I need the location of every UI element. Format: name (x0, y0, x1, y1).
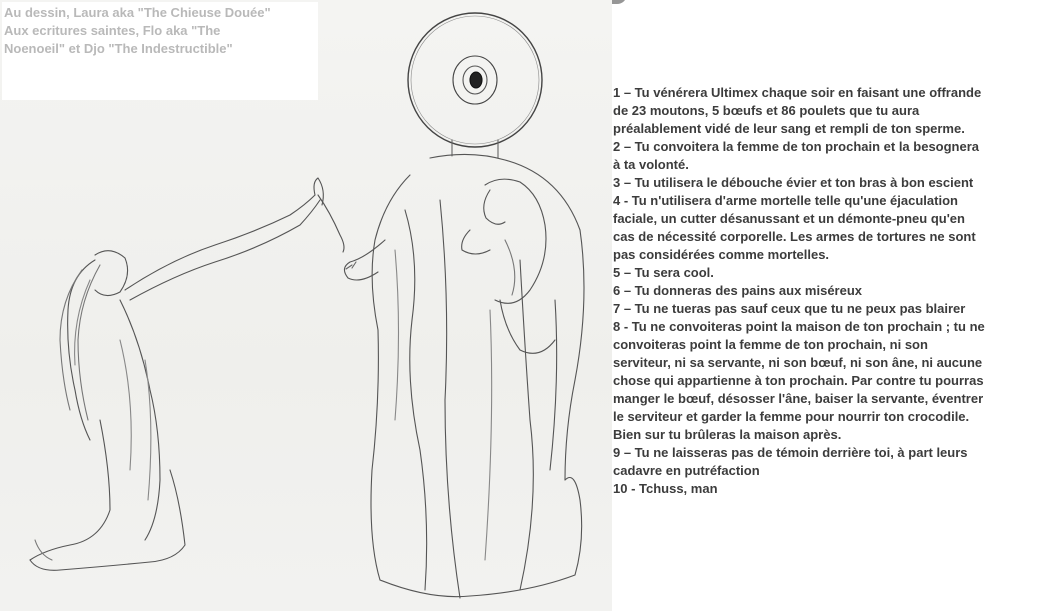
commandment-line: cadavre en putréfaction (613, 463, 760, 478)
commandment-line: serviteur, ni sa servante, ni son bœuf, ni son âne, ni aucune (613, 355, 983, 370)
commandment-line: le serviteur et garder la femme pour nourrir ton crocodile. (613, 409, 970, 424)
commandment-line: 9 – Tu ne laisseras pas de témoin derrière toi, à part leurs (613, 445, 968, 460)
commandment-line: chose qui appartienne à ton prochain. Par contre tu pourras (613, 373, 984, 388)
commandment-line: 5 – Tu sera cool. (613, 265, 714, 280)
child-figure (462, 179, 555, 353)
robed-figure (344, 154, 584, 598)
commandment-line: cas de nécessité corporelle. Les armes de tortures ne sont (613, 229, 976, 244)
credit-line: Au dessin, Laura aka "The Chieuse Douée" (4, 5, 271, 20)
commandment-line: 2 – Tu convoitera la femme de ton prochain et la besognera (613, 139, 980, 154)
commandment-line: 8 - Tu ne convoiteras point la maison de ton prochain ; tu ne (613, 319, 985, 334)
commandment-line: 7 – Tu ne tueras pas sauf ceux que tu ne peux pas blairer (613, 301, 966, 316)
credit-line: Noenoeil" et Djo "The Indestructible" (4, 41, 233, 56)
commandment-line: pas considérées comme mortelles. (613, 247, 830, 262)
commandment-line: 10 - Tchuss, man (613, 481, 718, 496)
commandment-line: 3 – Tu utilisera le débouche évier et ton bras à bon escient (613, 175, 974, 190)
commandment-line: préalablement vidé de leur sang et rempli de ton sperme. (613, 121, 965, 136)
commandment-line: convoiteras point la femme de ton prochain, ni son (613, 337, 928, 352)
commandment-line: manger le bœuf, désosser l'âne, baiser la servante, éventrer (613, 391, 984, 406)
commandment-line: 4 - Tu n'utilisera d'arme mortelle telle qu'une éjaculation (613, 193, 958, 208)
commandment-line: 1 – Tu vénérera Ultimex chaque soir en faisant une offrande (613, 85, 982, 100)
credits-box (2, 2, 318, 100)
commandment-line: à ta volonté. (613, 157, 689, 172)
commandment-line: 6 – Tu donneras des pains aux miséreux (613, 283, 863, 298)
credit-line: Aux ecritures saintes, Flo aka "The (4, 23, 221, 38)
commandment-line: de 23 moutons, 5 bœufs et 86 poulets que tu aura (613, 103, 920, 118)
commandment-line: Bien sur tu brûleras la maison après. (613, 427, 842, 442)
eye-head-figure (408, 13, 542, 158)
commandments-list (613, 84, 1047, 498)
kneeling-woman-figure (30, 178, 344, 570)
commandment-line: faciale, un cutter désanussant et un démonte-pneu qu'en (613, 211, 965, 226)
